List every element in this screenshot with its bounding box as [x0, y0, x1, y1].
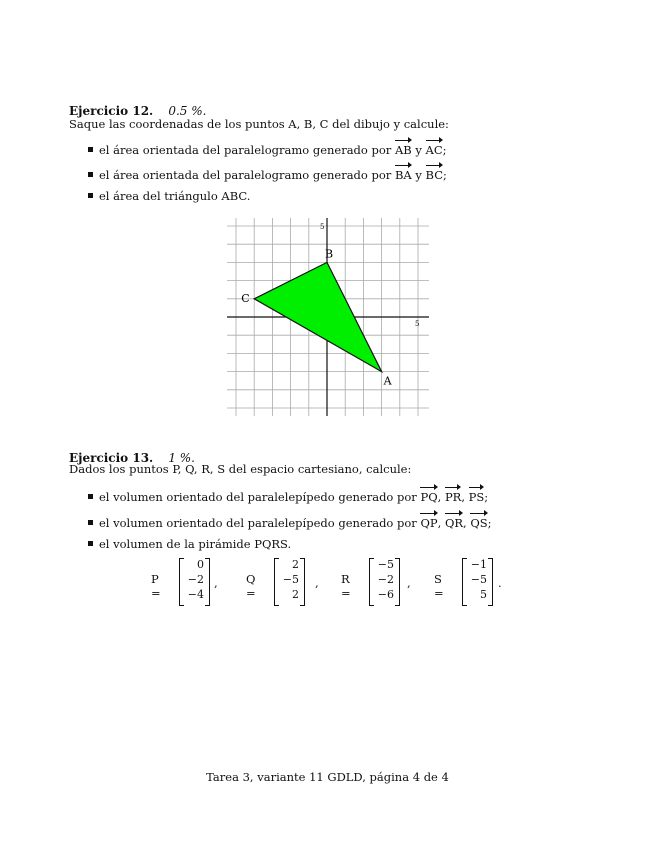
- s-y: −5: [470, 573, 487, 586]
- exercise-13-item-3: el volumen de la pirámide PQRS.: [88, 537, 291, 551]
- p-y: −2: [187, 573, 204, 586]
- vector-bc: BC: [426, 164, 443, 182]
- y-tick-label: 5: [320, 223, 325, 231]
- x-tick-label: 5: [415, 320, 420, 328]
- bullet-icon: [88, 520, 93, 525]
- sep-s: .: [498, 576, 502, 590]
- vector-ps: PS: [469, 486, 485, 504]
- s-z: 5: [480, 588, 487, 601]
- vector-ac: AC: [426, 139, 443, 157]
- bullet-icon: [88, 193, 93, 198]
- vector-qr: QR: [445, 512, 463, 530]
- sep-q: ,: [315, 576, 319, 590]
- exercise-13-intro: Dados los puntos P, Q, R, S del espacio cartesiano, calcule:: [69, 462, 412, 476]
- bracket-right: [205, 558, 210, 606]
- vector-ab: AB: [395, 139, 412, 157]
- exercise-13-item-1: el volumen orientado del paralelepípedo generado por PQ, PR, PS;: [88, 486, 488, 504]
- bullet-icon: [88, 172, 93, 177]
- coordinate-plot: [222, 214, 434, 420]
- bullet-icon: [88, 147, 93, 152]
- label-p: P =: [151, 572, 161, 600]
- bracket-right: [395, 558, 400, 606]
- bracket-right: [488, 558, 493, 606]
- point-label-c: C: [241, 291, 250, 305]
- vector-qp: QP: [420, 512, 437, 530]
- label-q: Q =: [246, 572, 256, 600]
- p-x: 0: [197, 558, 204, 571]
- page-footer: Tarea 3, variante 11 GDLD, página 4 de 4: [206, 770, 449, 784]
- exercise-12-title: Ejercicio 12.: [69, 104, 154, 118]
- exercise-12-item-3: el área del triángulo ABC.: [88, 189, 250, 203]
- point-label-a: A: [383, 374, 392, 388]
- label-r: R =: [341, 572, 351, 600]
- point-label-b: B: [325, 247, 334, 261]
- exercise-13-item-2: el volumen orientado del paralelepípedo generado por QP, QR, QS;: [88, 512, 492, 530]
- exercise-13-percent: 1 %.: [168, 451, 195, 465]
- s-x: −1: [470, 558, 487, 571]
- label-s: S =: [434, 572, 444, 600]
- exercise-12-intro: Saque las coordenadas de los puntos A, B, C del dibujo y calcule:: [69, 117, 449, 131]
- vector-ba: BA: [395, 164, 412, 182]
- q-x: 2: [292, 558, 299, 571]
- bullet-icon: [88, 494, 93, 499]
- bracket-right: [300, 558, 305, 606]
- exercise-12-item-2: el área orientada del paralelogramo generado por BA y BC;: [88, 164, 447, 182]
- r-x: −5: [377, 558, 394, 571]
- vector-pr: PR: [445, 486, 461, 504]
- vector-qs: QS: [470, 512, 487, 530]
- exercise-12-percent: 0.5 %.: [168, 104, 207, 118]
- vector-pq: PQ: [420, 486, 437, 504]
- r-z: −6: [377, 588, 394, 601]
- sep-r: ,: [407, 576, 411, 590]
- r-y: −2: [377, 573, 394, 586]
- bullet-icon: [88, 541, 93, 546]
- p-z: −4: [187, 588, 204, 601]
- q-z: 2: [292, 588, 299, 601]
- exercise-12-item-1: el área orientada del paralelogramo generado por AB y AC;: [88, 139, 447, 157]
- exercise-13-title: Ejercicio 13.: [69, 451, 154, 465]
- sep-p: ,: [214, 576, 218, 590]
- q-y: −5: [282, 573, 299, 586]
